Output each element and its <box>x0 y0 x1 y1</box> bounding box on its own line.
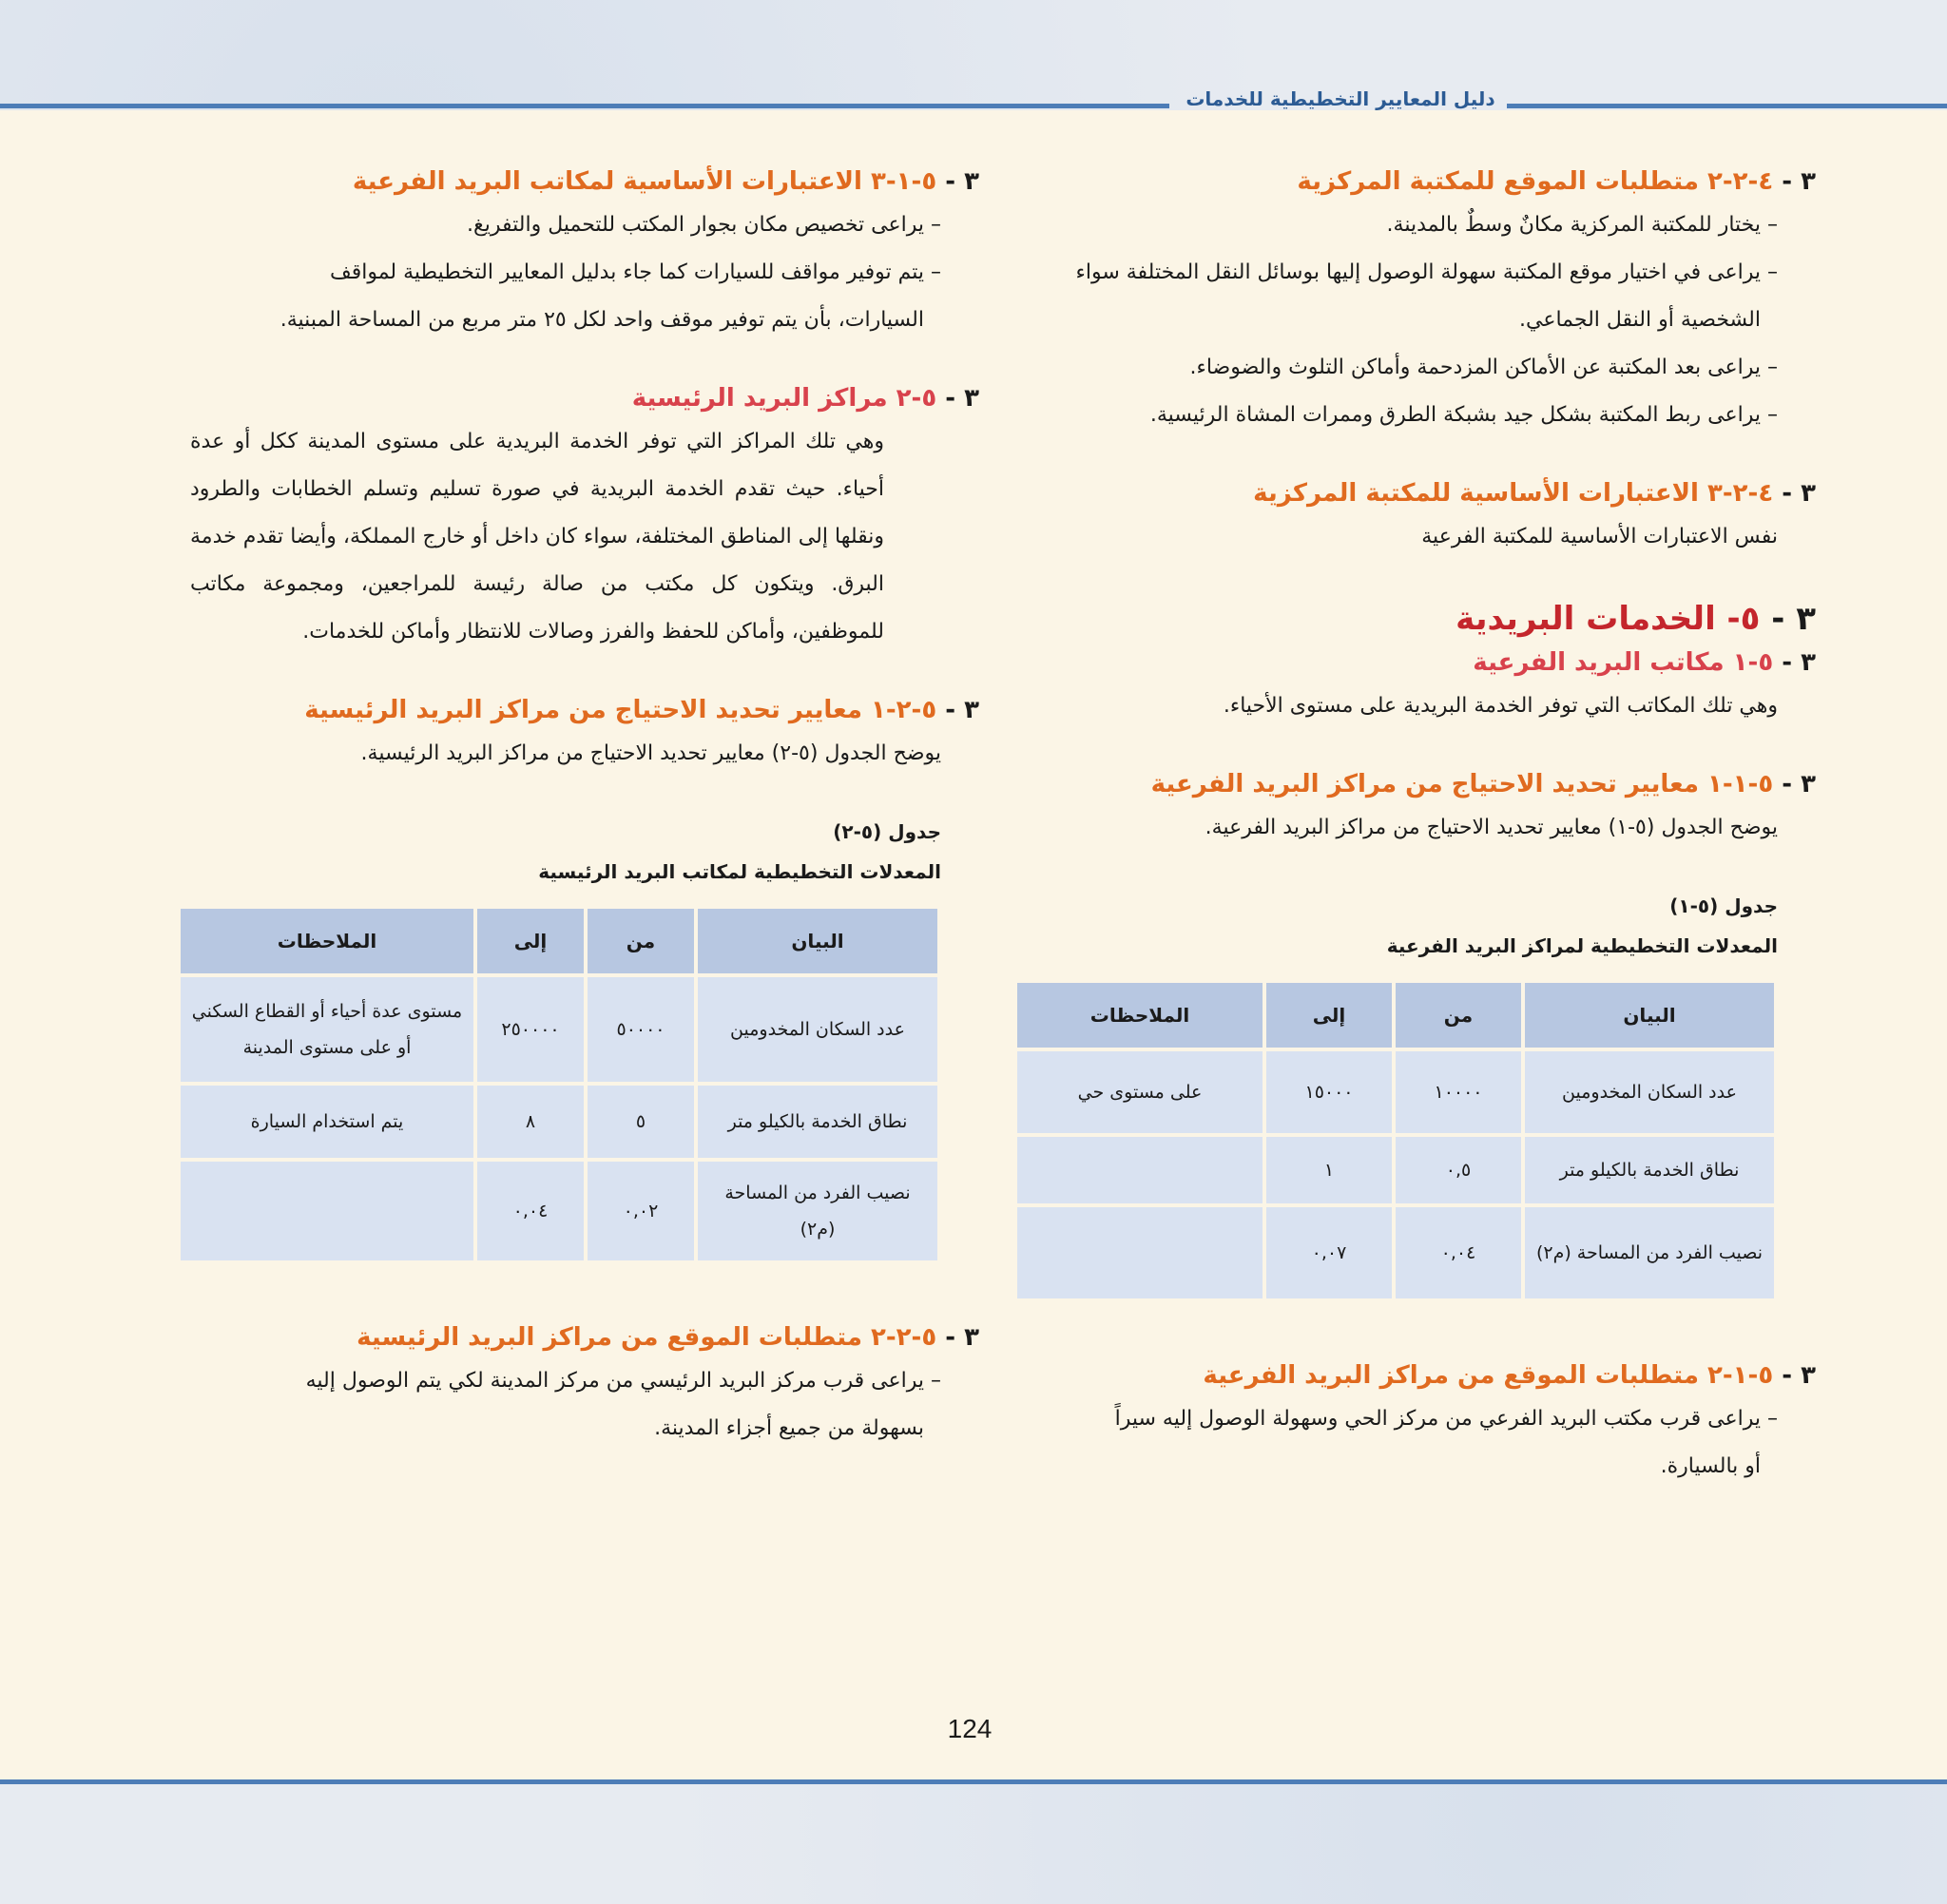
table-caption-title: المعدلات التخطيطية لمراكز البريد الفرعية <box>1386 934 1778 957</box>
table-header: إلى <box>1266 983 1392 1048</box>
chapter-heading: ٣ - ٥- الخدمات البريدية <box>1455 600 1816 638</box>
paragraph: يوضح الجدول (٥-١) معايير تحديد الاحتياج من مراكز البريد الفرعية. <box>1205 816 1778 839</box>
paragraph: نفس الاعتبارات الأساسية للمكتبة الفرعية <box>1421 525 1778 548</box>
bullet-item: – يراعى قرب مركز البريد الرئيسي من مركز المدينة لكي يتم الوصول إليه بسهولة من جميع أجزاء المدينة. <box>247 1357 941 1452</box>
table-cell: نصيب الفرد من المساحة (م٢) <box>1525 1207 1774 1298</box>
header-rule-left <box>0 104 1169 108</box>
table-cell: ٠,٥ <box>1396 1137 1521 1203</box>
table-header: إلى <box>477 909 584 973</box>
table-cell: ٥٠٠٠٠ <box>588 977 694 1082</box>
section-heading: ٣ - ٥-٢ مراكز البريد الرئيسية <box>631 384 979 413</box>
table-cell: ١٥٠٠٠ <box>1266 1051 1392 1133</box>
table-cell <box>1017 1137 1263 1203</box>
paragraph: وهي تلك المكاتب التي توفر الخدمة البريدية على مستوى الأحياء. <box>1223 694 1778 718</box>
table-header: من <box>1396 983 1521 1048</box>
table-row <box>181 1162 937 1260</box>
table-row <box>1017 1207 1774 1298</box>
table-cell: ٠,٠٢ <box>588 1162 694 1260</box>
table-header: البيان <box>698 909 937 973</box>
table-cell: ١٠٠٠٠ <box>1396 1051 1521 1133</box>
bullet-item: – يراعى تخصيص مكان بجوار المكتب للتحميل والتفريغ. <box>247 202 941 249</box>
section-heading: ٣ - ٤-٢-٢ متطلبات الموقع للمكتبة المركزية <box>1297 167 1816 196</box>
table-cell: على مستوى حي <box>1017 1051 1263 1133</box>
table-header: الملاحظات <box>1017 983 1263 1048</box>
table-cell: ٨ <box>477 1086 584 1158</box>
table-cell <box>1017 1207 1263 1298</box>
data-table <box>1013 979 1778 1302</box>
table-header: البيان <box>1525 983 1774 1048</box>
table-cell: يتم استخدام السيارة <box>181 1086 473 1158</box>
table-cell: ٢٥٠٠٠٠ <box>477 977 584 1082</box>
paragraph: وهي تلك المراكز التي توفر الخدمة البريدية على مستوى المدينة ككل أو عدة أحياء. حيث تقدم الخدمة البريدية في صورة تسليم وتسلم الخطابات والطرود ونقلها إلى المناطق المختلفة، سواء كان داخل أو خارج المملكة، وأيضا تقدم خدمة البرق. ويتكون كل مكتب من صالة رئيسة للمراجعين، ومجموعة مكاتب للموظفين، وأماكن للحفظ والفرز وصالات للانتظار وأماكن للخدمات. <box>190 430 884 644</box>
table-row <box>1017 1137 1774 1203</box>
table-cell: عدد السكان المخدومين <box>1525 1051 1774 1133</box>
bullet-item: – يراعى ربط المكتبة بشكل جيد بشبكة الطرق وممرات المشاة الرئيسية. <box>1008 392 1778 439</box>
table-caption-number: جدول (٥-٢) <box>833 820 941 843</box>
bullet-item: – يراعى في اختيار موقع المكتبة سهولة الوصول إليها بوسائل النقل المختلفة سواء الشخصية أو النقل الجماعي. <box>1008 249 1778 344</box>
table-cell: عدد السكان المخدومين <box>698 977 937 1082</box>
table-caption-number: جدول (٥-١) <box>1669 894 1778 917</box>
table-cell: ٥ <box>588 1086 694 1158</box>
table-header: الملاحظات <box>181 909 473 973</box>
data-table <box>177 905 941 1264</box>
section-heading: ٣ - ٥-١-٢ متطلبات الموقع من مراكز البريد الفرعية <box>1203 1361 1816 1390</box>
left-column <box>171 162 979 1452</box>
table-cell: نطاق الخدمة بالكيلو متر <box>698 1086 937 1158</box>
bullet-item: – يراعى قرب مكتب البريد الفرعي من مركز الحي وسهولة الوصول إليه سيراً أو بالسيارة. <box>1112 1395 1778 1491</box>
table-cell: مستوى عدة أحياء أو القطاع السكني أو على مستوى المدينة <box>181 977 473 1082</box>
paragraph: يوضح الجدول (٥-٢) معايير تحديد الاحتياج من مراكز البريد الرئيسية. <box>360 741 941 765</box>
table-caption-title: المعدلات التخطيطية لمكاتب البريد الرئيسية <box>538 860 941 883</box>
table-header: من <box>588 909 694 973</box>
footer-rule <box>0 1779 1947 1784</box>
table-cell: نصيب الفرد من المساحة (م٢) <box>698 1162 937 1260</box>
section-heading: ٣ - ٤-٢-٣ الاعتبارات الأساسية للمكتبة المركزية <box>1253 479 1816 508</box>
table-cell: ٠,٠٤ <box>1396 1207 1521 1298</box>
page-number: 124 <box>947 1714 993 1743</box>
table-cell: نطاق الخدمة بالكيلو متر <box>1525 1137 1774 1203</box>
section-heading: ٣ - ٥-٢-١ معايير تحديد الاحتياج من مراكز البريد الرئيسية <box>304 696 979 724</box>
right-column <box>1008 162 1816 1491</box>
section-heading: ٣ - ٥-١ مكاتب البريد الفرعية <box>1473 648 1816 677</box>
table-cell: ٠,٠٧ <box>1266 1207 1392 1298</box>
table-cell: ١ <box>1266 1137 1392 1203</box>
bullet-item: – يختار للمكتبة المركزية مكانٌ وسطٌ بالمدينة. <box>1008 202 1778 249</box>
section-heading: ٣ - ٥-٢-٢ متطلبات الموقع من مراكز البريد الرئيسية <box>357 1323 979 1352</box>
table-cell <box>181 1162 473 1260</box>
section-heading: ٣ - ٥-١-١ معايير تحديد الاحتياج من مراكز البريد الفرعية <box>1150 770 1816 798</box>
table-row <box>181 977 937 1082</box>
bullet-item: – يراعى بعد المكتبة عن الأماكن المزدحمة وأماكن التلوث والضوضاء. <box>1008 344 1778 392</box>
running-header-title: دليل المعايير التخطيطية للخدمات <box>1186 87 1495 110</box>
bullet-item: – يتم توفير مواقف للسيارات كما جاء بدليل المعايير التخطيطية لمواقف السيارات، بأن يتم توفير موقف واحد لكل ٢٥ متر مربع من المساحة المبنية. <box>247 249 941 344</box>
header-rule-right <box>1507 104 1947 108</box>
table-cell: ٠,٠٤ <box>477 1162 584 1260</box>
table-row <box>181 1086 937 1158</box>
table-row <box>1017 1051 1774 1133</box>
section-heading: ٣ - ٥-١-٣ الاعتبارات الأساسية لمكاتب البريد الفرعية <box>352 167 979 196</box>
